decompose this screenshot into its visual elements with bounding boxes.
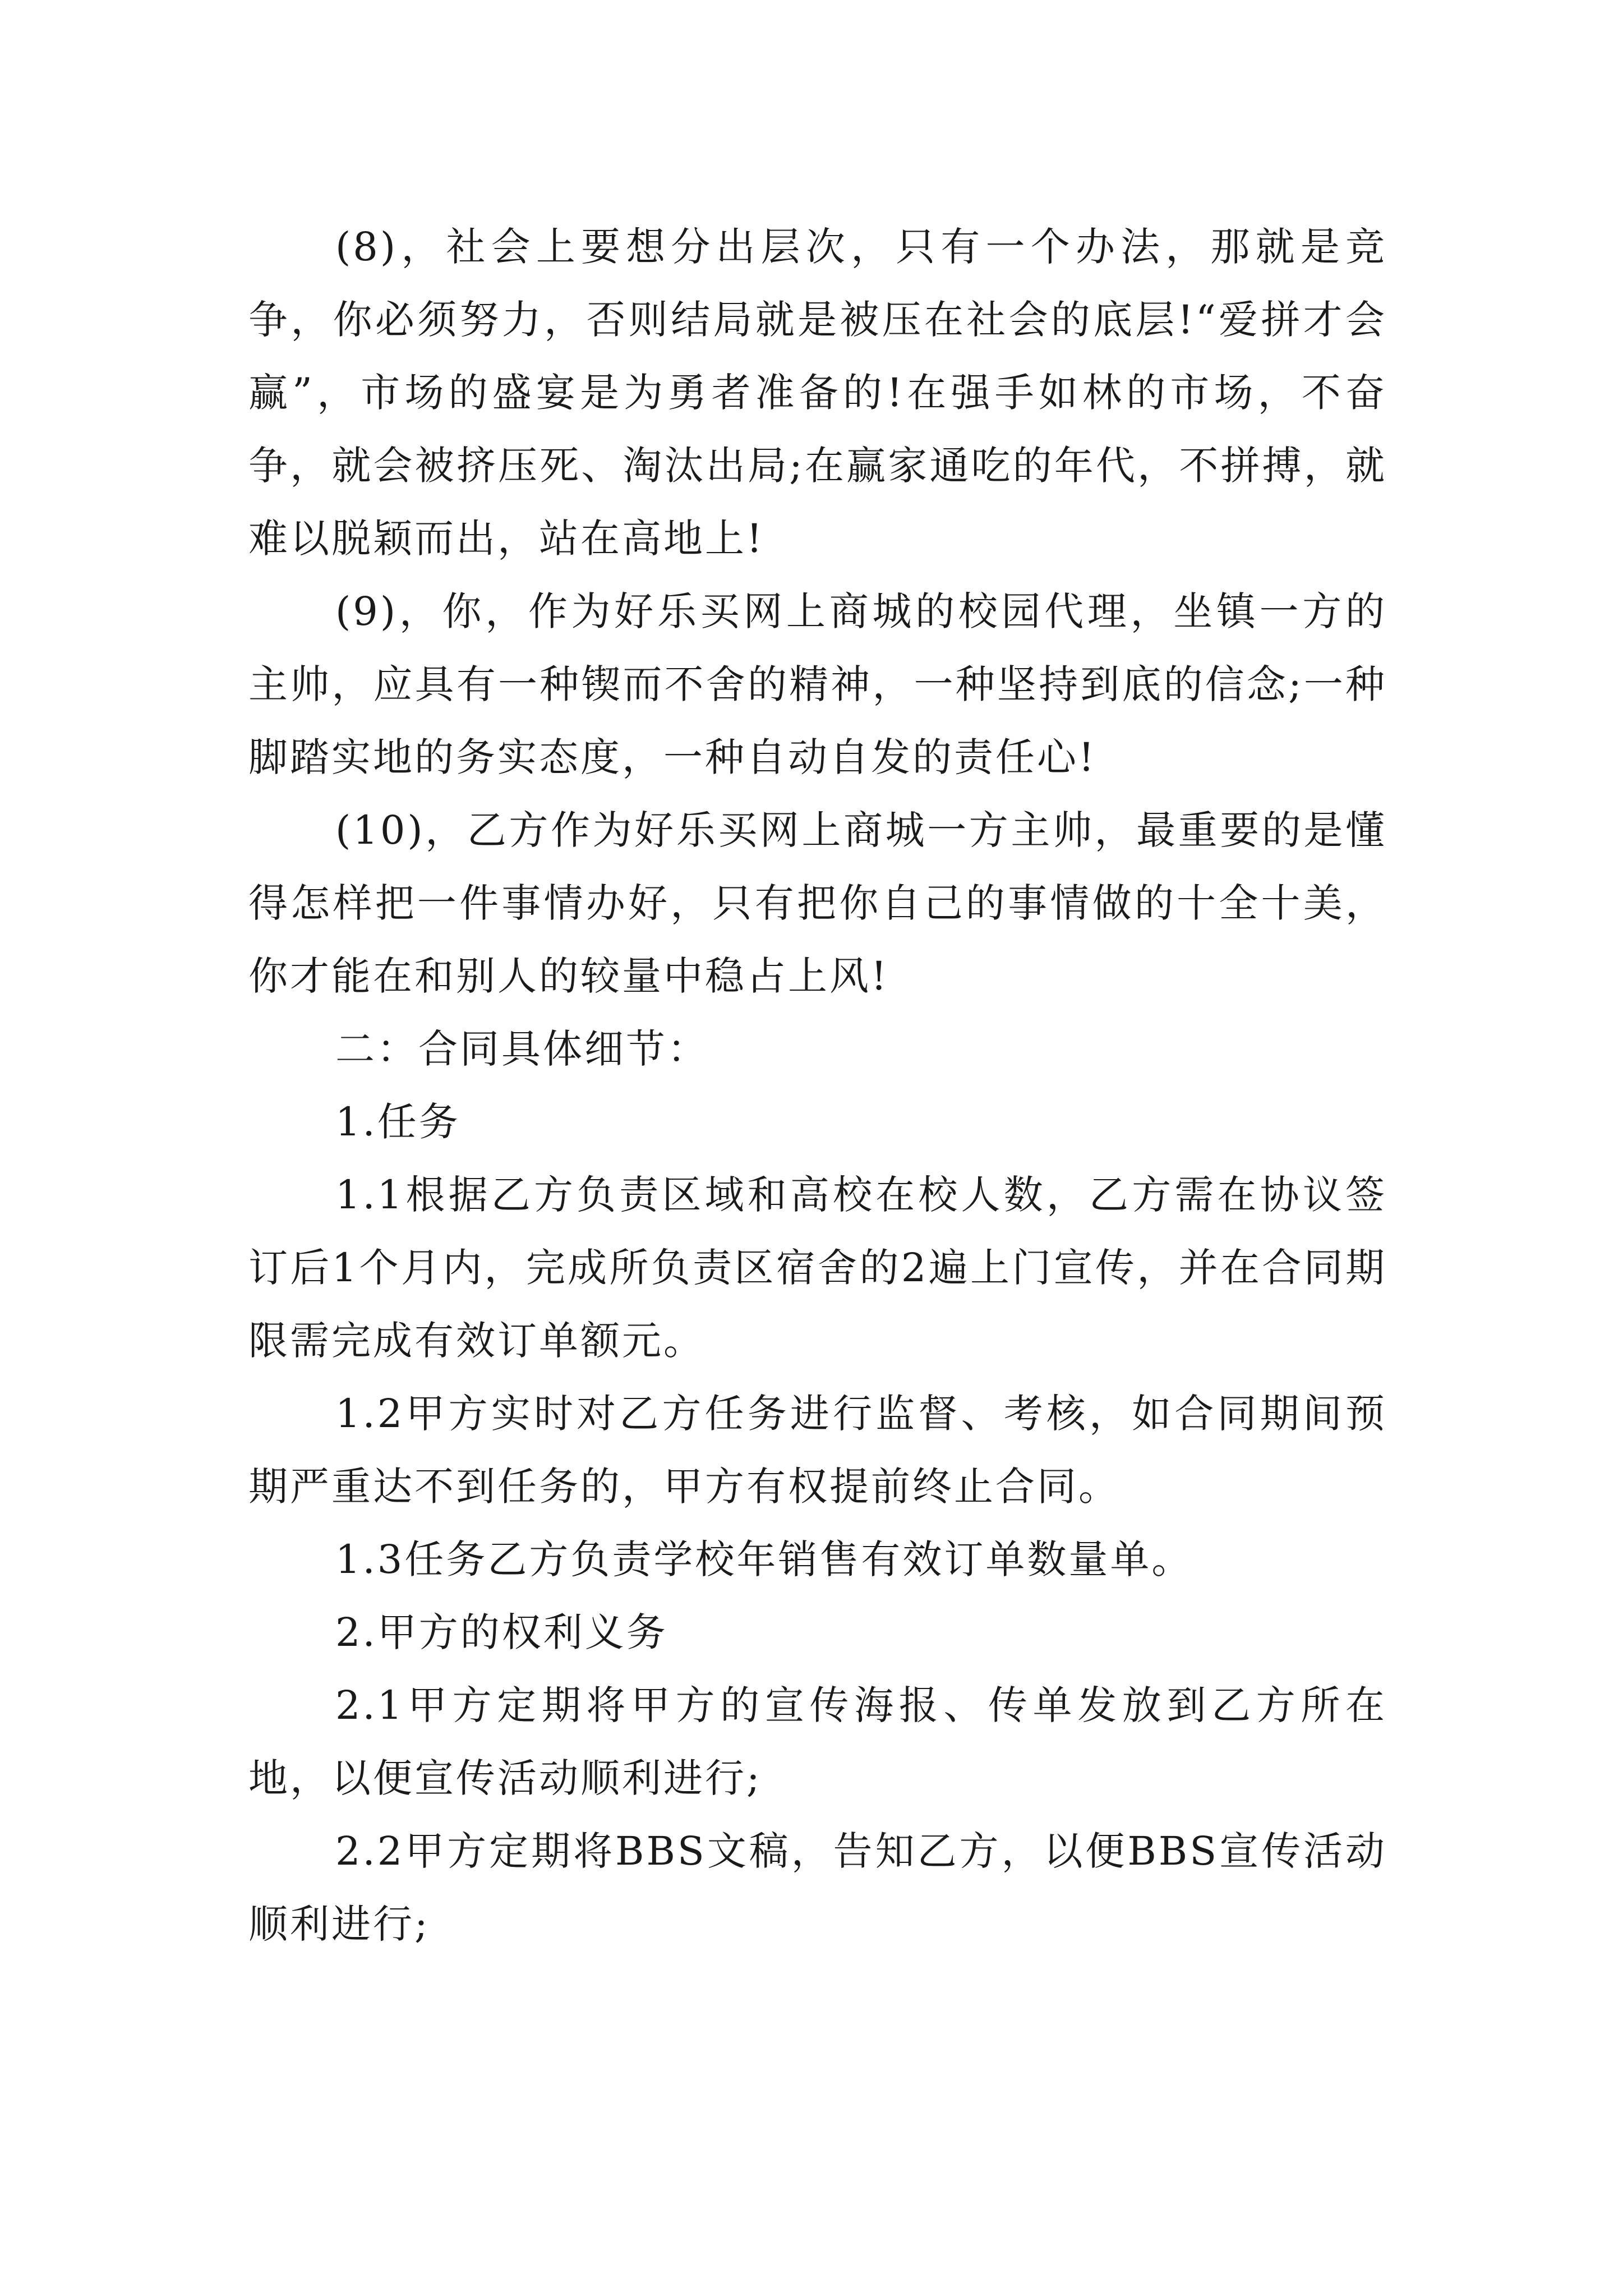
subheading-party-a-rights: 2.甲方的权利义务 <box>335 1609 668 1655</box>
section-heading-contract-details: 二：合同具体细节： <box>335 1026 709 1072</box>
paragraph-8: (8)，社会上要想分出层次，只有一个办法，那就是竞争，你必须努力，否则结局就是被压在社会的底层!“爱拼才会赢”，市场的盛宴是为勇者准备的!在强手如林的市场，不奋争，就会被挤压死、淘汰出局;在赢家通吃的年代，不拼搏，就难以脱颖而出，站在高地上! <box>248 224 1387 562</box>
subheading-task: 1.任务 <box>335 1099 460 1145</box>
clause-1-2: 1.2甲方实时对乙方任务进行监督、考核，如合同期间预期严重达不到任务的，甲方有权提前终止合同。 <box>248 1391 1387 1510</box>
clause-1-1: 1.1根据乙方负责区域和高校在校人数，乙方需在协议签订后1个月内，完成所负责区宿舍的2遍上门宣传，并在合同期限需完成有效订单额元。 <box>248 1172 1387 1364</box>
document-body <box>248 210 1387 1961</box>
paragraph-10: (10)，乙方作为好乐买网上商城一方主帅，最重要的是懂得怎样把一件事情办好，只有把你自己的事情做的十全十美，你才能在和别人的较量中稳占上风! <box>248 807 1387 999</box>
clause-2-2: 2.2甲方定期将BBS文稿，告知乙方，以便BBS宣传活动顺利进行; <box>248 1828 1387 1947</box>
clause-1-3: 1.3任务乙方负责学校年销售有效订单数量单。 <box>335 1536 1193 1582</box>
paragraph-9: (9)，你，作为好乐买网上商城的校园代理，坐镇一方的主帅，应具有一种锲而不舍的精神，一种坚持到底的信念;一种脚踏实地的务实态度，一种自动自发的责任心! <box>248 588 1387 780</box>
clause-2-1: 2.1甲方定期将甲方的宣传海报、传单发放到乙方所在地，以便宣传活动顺利进行; <box>248 1682 1387 1801</box>
